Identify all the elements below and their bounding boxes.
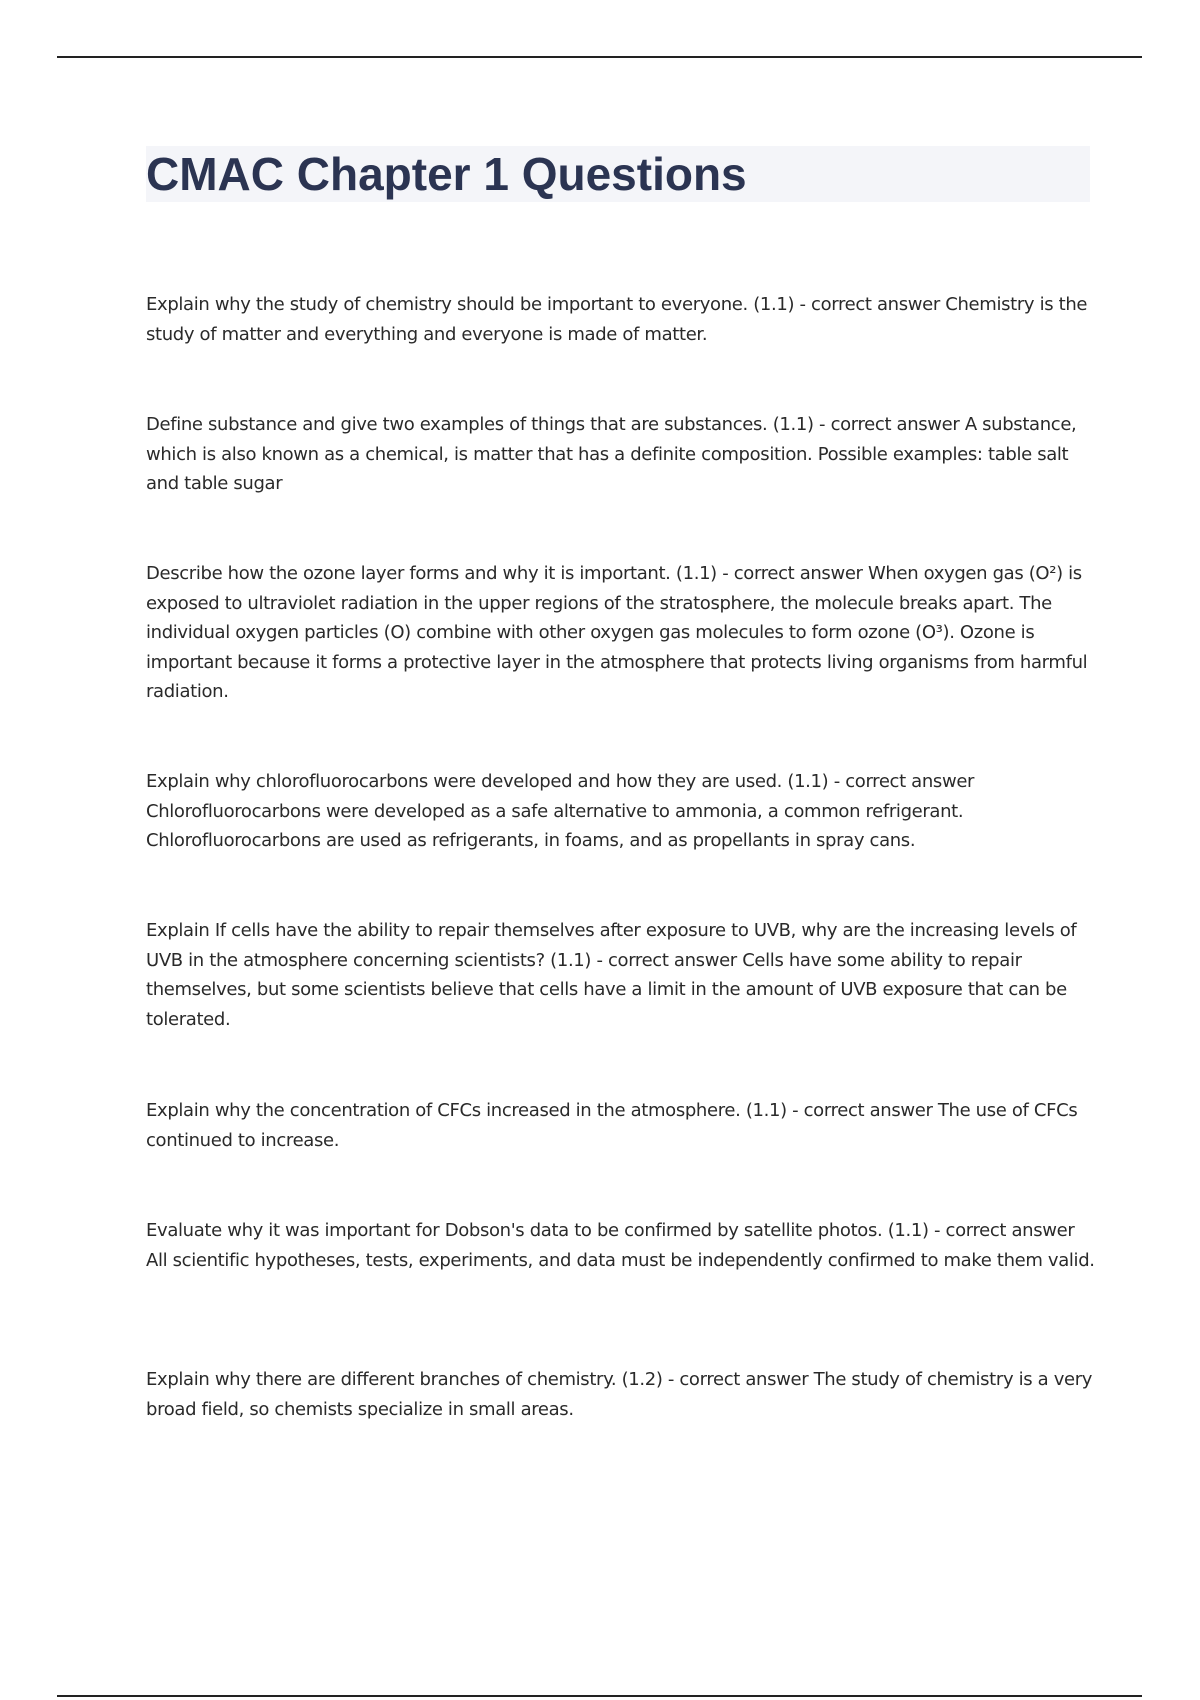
answer-label: - correct answer (828, 771, 975, 792)
question-item (146, 767, 1096, 856)
question-text: Explain If cells have the ability to repair themselves after exposure to UVB, why are the increasing levels of UVB in the atmosphere concerning scientists? (1.1) (146, 920, 1077, 971)
answer-label: - correct answer (716, 563, 868, 584)
answer-label: - correct answer (662, 1369, 814, 1390)
question-text: Explain why the study of chemistry should be important to everyone. (1.1) (146, 294, 795, 315)
answer-label: - correct answer (813, 414, 965, 435)
question-item (146, 1216, 1096, 1275)
top-rule (57, 56, 1142, 58)
answer-text: A substance, which is also known as a chemical, is matter that has a definite composition. Possible examples: table salt and table sugar (146, 414, 1077, 494)
bottom-rule (57, 1695, 1142, 1697)
answer-label: - correct answer (928, 1220, 1075, 1241)
question-item (146, 410, 1096, 499)
answer-label: - correct answer (794, 294, 946, 315)
question-text: Explain why chlorofluorocarbons were developed and how they are used. (1.1) (146, 771, 829, 792)
answer-label: - correct answer (591, 949, 743, 971)
question-text: Evaluate why it was important for Dobson's data to be confirmed by satellite photos. (1.1) (146, 1220, 929, 1241)
answer-text: Cells have some ability to repair themselves, but some scientists believe that cells have a limit in the amount of UVB exposure that can be tolerated. (146, 949, 1067, 1030)
answer-text: Chemistry is the study of matter and everything and everyone is made of matter. (146, 294, 1088, 345)
question-item (146, 290, 1096, 349)
question-item (146, 559, 1096, 707)
question-text: Describe how the ozone layer forms and why it is important. (1.1) (146, 563, 717, 584)
answer-text: All scientific hypotheses, tests, experiments, and data must be independently confirmed to make them valid. (146, 1249, 1095, 1271)
question-text: Explain why there are different branches of chemistry. (1.2) (146, 1369, 663, 1390)
answer-text: The use of CFCs continued to increase. (146, 1100, 1078, 1151)
question-item (146, 916, 1096, 1034)
question-text: Define substance and give two examples of things that are substances. (1.1) (146, 414, 814, 435)
answer-text: When oxygen gas (O²) is exposed to ultraviolet radiation in the upper regions of the stratosphere, the molecule breaks apart. The individual oxygen particles (O) combine with other oxygen gas molecules to form ozone (O³). Ozone is important because it forms a protective layer in the atmosphere that protects living organisms from harmful radiation. (146, 563, 1088, 702)
question-text: Explain why the concentration of CFCs increased in the atmosphere. (1.1) (146, 1100, 787, 1121)
question-item (146, 1365, 1096, 1424)
page-title: CMAC Chapter 1 Questions (146, 148, 747, 200)
answer-text: The study of chemistry is a very broad field, so chemists specialize in small areas. (146, 1369, 1093, 1420)
question-item (146, 1096, 1096, 1155)
answer-label: - correct answer (786, 1100, 938, 1121)
answer-text: Chlorofluorocarbons were developed as a safe alternative to ammonia, a common refrigerant. Chlorofluorocarbons are used as refrigerants, in foams, and as propellants in spray cans. (146, 800, 964, 851)
